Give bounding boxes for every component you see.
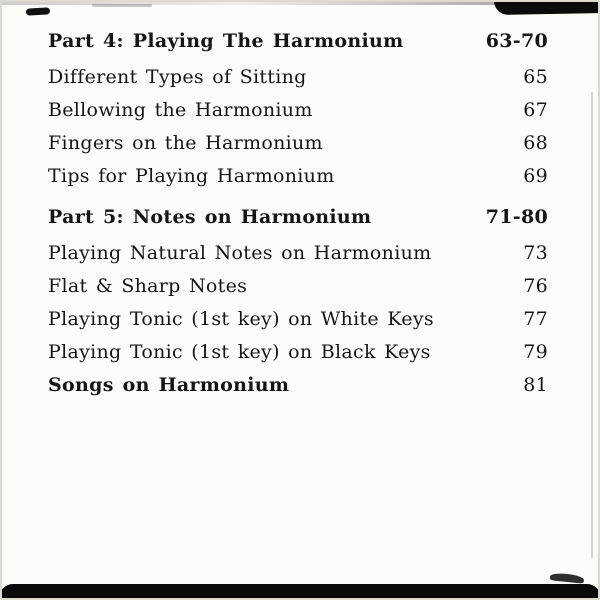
toc-entry-page: 79 <box>523 341 548 363</box>
toc-entry-title: Tips for Playing Harmonium <box>48 165 335 187</box>
toc-entry-title: Playing Natural Notes on Harmonium <box>48 242 432 264</box>
toc-entry-title: Songs on Harmonium <box>48 374 290 396</box>
toc-entry <box>48 308 548 341</box>
toc-entry <box>48 99 548 132</box>
toc-entry-title: Playing Tonic (1st key) on White Keys <box>48 308 434 330</box>
toc-entry <box>48 242 548 275</box>
toc-entry <box>48 165 548 198</box>
scan-smudge-top-right <box>494 0 600 15</box>
scan-page-edge-line <box>591 92 593 558</box>
toc-entry-page: 76 <box>523 275 548 297</box>
toc-entry-page: 77 <box>523 308 548 330</box>
toc-entry-title: Fingers on the Harmonium <box>48 132 323 154</box>
toc-entry <box>48 66 548 99</box>
toc-entry-page: 71-80 <box>485 206 548 228</box>
toc-entry <box>48 341 548 374</box>
toc-entry-page: 65 <box>523 66 548 88</box>
scan-smudge-top-left <box>26 7 50 15</box>
toc-entry-part5 <box>48 206 548 242</box>
toc-entry-page: 69 <box>523 165 548 187</box>
scan-smudge-top-left-2 <box>92 4 152 7</box>
toc-entry <box>48 275 548 308</box>
toc-entry-title: Playing Tonic (1st key) on Black Keys <box>48 341 431 363</box>
table-of-contents <box>48 30 548 407</box>
scan-smudge-bottom-right <box>550 572 585 584</box>
toc-entry-title: Part 5: Notes on Harmonium <box>48 206 372 228</box>
toc-entry-page: 67 <box>523 99 548 121</box>
toc-entry-page: 63-70 <box>485 30 548 52</box>
toc-entry-page: 73 <box>523 242 548 264</box>
toc-entry <box>48 132 548 165</box>
toc-entry-title: Flat & Sharp Notes <box>48 275 248 297</box>
scan-bottom-edge <box>0 584 600 600</box>
toc-entry-title: Bellowing the Harmonium <box>48 99 313 121</box>
toc-entry-songs <box>48 374 548 407</box>
toc-entry-title: Different Types of Sitting <box>48 66 307 88</box>
toc-entry-title: Part 4: Playing The Harmonium <box>48 30 404 52</box>
toc-entry-part4 <box>48 30 548 66</box>
toc-entry-page: 68 <box>523 132 548 154</box>
toc-entry-page: 81 <box>523 374 548 396</box>
